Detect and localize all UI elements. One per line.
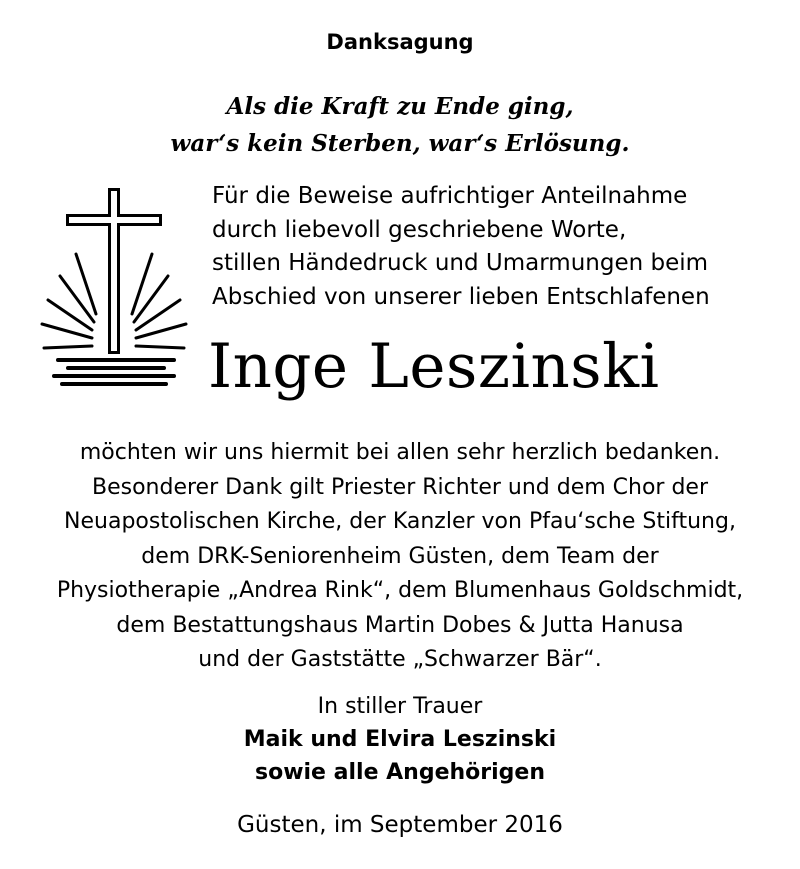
- thanks-line: Physiotherapie „Andrea Rink“, dem Blumenhaus Goldschmidt,: [56, 578, 744, 603]
- notice-heading: Danksagung: [326, 30, 474, 54]
- intro-line: Abschied von unserer lieben Entschlafenen: [212, 283, 710, 310]
- thanks-line: Neuapostolischen Kirche, der Kanzler von Pfau‘sche Stiftung,: [64, 509, 736, 534]
- thanks-line: Besonderer Dank gilt Priester Richter und dem Chor der: [91, 474, 709, 500]
- motto-line: Als die Kraft zu Ende ging,: [226, 93, 574, 120]
- mourning-block: [0, 690, 800, 789]
- intro-text: [212, 180, 792, 314]
- mourning-label: In stiller Trauer: [317, 694, 483, 719]
- intro-line: durch liebevoll geschriebene Worte,: [212, 216, 627, 243]
- thanks-line: dem DRK-Seniorenheim Güsten, dem Team der: [141, 543, 659, 569]
- signatory-line: Maik und Elvira Leszinski: [243, 727, 557, 752]
- cross-with-rays-icon: [38, 186, 188, 386]
- place-date: Güsten, im September 2016: [237, 812, 563, 838]
- motto: [0, 88, 800, 162]
- thanks-line: möchten wir uns hiermit bei allen sehr herzlich bedanken.: [79, 440, 721, 465]
- thanks-line: und der Gaststätte „Schwarzer Bär“.: [198, 647, 602, 672]
- thanks-text: [0, 436, 800, 678]
- intro-line: Für die Beweise aufrichtiger Anteilnahme: [212, 183, 688, 209]
- intro-line: stillen Händedruck und Umarmungen beim: [212, 250, 709, 276]
- signatory-line: sowie alle Angehörigen: [254, 760, 546, 785]
- deceased-name: Inge Leszinski: [208, 331, 660, 402]
- motto-line: war‘s kein Sterben, war‘s Erlösung.: [170, 130, 630, 157]
- thanks-line: dem Bestattungshaus Martin Dobes & Jutta Hanusa: [116, 612, 684, 638]
